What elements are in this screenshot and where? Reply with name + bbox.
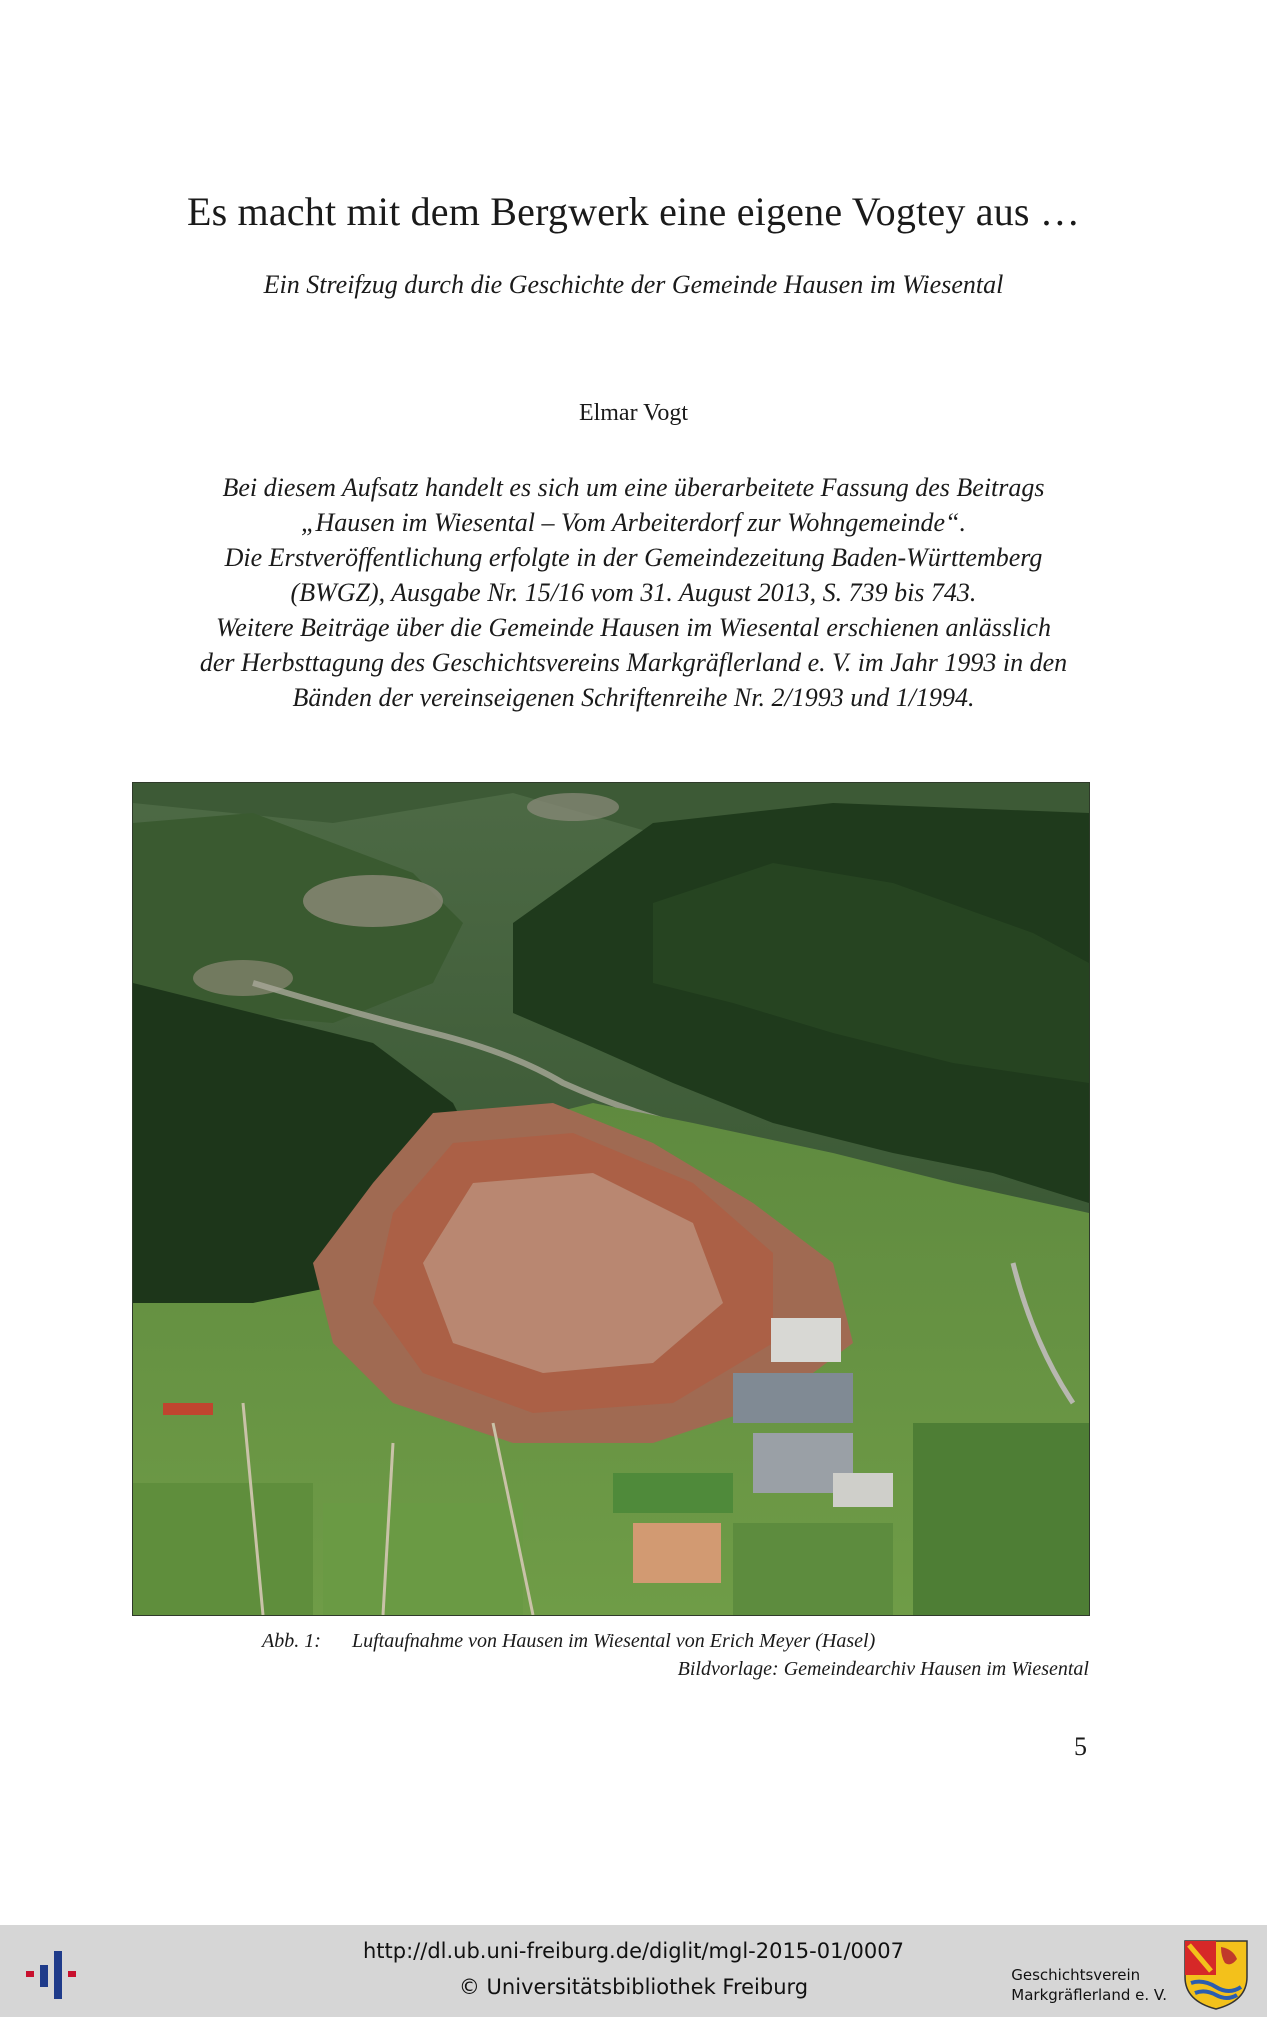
intro-paragraph <box>120 470 1147 715</box>
coat-of-arms-icon <box>1181 1937 1251 2011</box>
aerial-photo <box>132 782 1090 1616</box>
intro-line: „Hausen im Wiesental – Vom Arbeiterdorf zur Wohngemeinde“. <box>301 508 966 537</box>
intro-line: der Herbsttagung des Geschichtsvereins Markgräflerland e. V. im Jahr 1993 in den <box>199 648 1068 677</box>
footer-bar <box>0 1925 1267 2017</box>
figure-caption-text: Luftaufnahme von Hausen im Wiesental von Erich Meyer (Hasel) <box>352 1630 876 1652</box>
intro-line: Bei diesem Aufsatz handelt es sich um eine überarbeitete Fassung des Beitrags <box>222 473 1045 502</box>
copyright-text: © Universitätsbibliothek Freiburg <box>458 1975 809 1999</box>
source-url-link[interactable]: http://dl.ub.uni-freiburg.de/diglit/mgl-2015-01/0007 <box>362 1939 904 1963</box>
figure-credit: Bildvorlage: Gemeindearchiv Hausen im Wiesental <box>677 1658 1089 1680</box>
intro-line: Die Erstveröffentlichung erfolgte in der Gemeindezeitung Baden-Württemberg <box>224 543 1043 572</box>
figure-caption <box>262 1630 875 1653</box>
intro-line: (BWGZ), Ausgabe Nr. 15/16 vom 31. August 2013, S. 739 bis 743. <box>290 578 977 607</box>
article-subtitle: Ein Streifzug durch die Geschichte der Gemeinde Hausen im Wiesental <box>263 270 1004 299</box>
article-title: Es macht mit dem Bergwerk eine eigene Vogtey aus … <box>186 189 1081 234</box>
intro-line: Weitere Beiträge über die Gemeinde Hausen im Wiesental erschienen anlässlich <box>216 613 1051 642</box>
page-number: 5 <box>1074 1732 1087 1761</box>
association-name <box>1011 1965 1167 2005</box>
intro-line: Bänden der vereinseigenen Schriftenreihe Nr. 2/1993 und 1/1994. <box>292 683 975 712</box>
article-author: Elmar Vogt <box>578 400 689 426</box>
figure-label: Abb. 1: <box>262 1630 321 1652</box>
association-line: Markgräflerland e. V. <box>1011 1986 1167 2004</box>
association-line: Geschichtsverein <box>1011 1966 1141 1984</box>
